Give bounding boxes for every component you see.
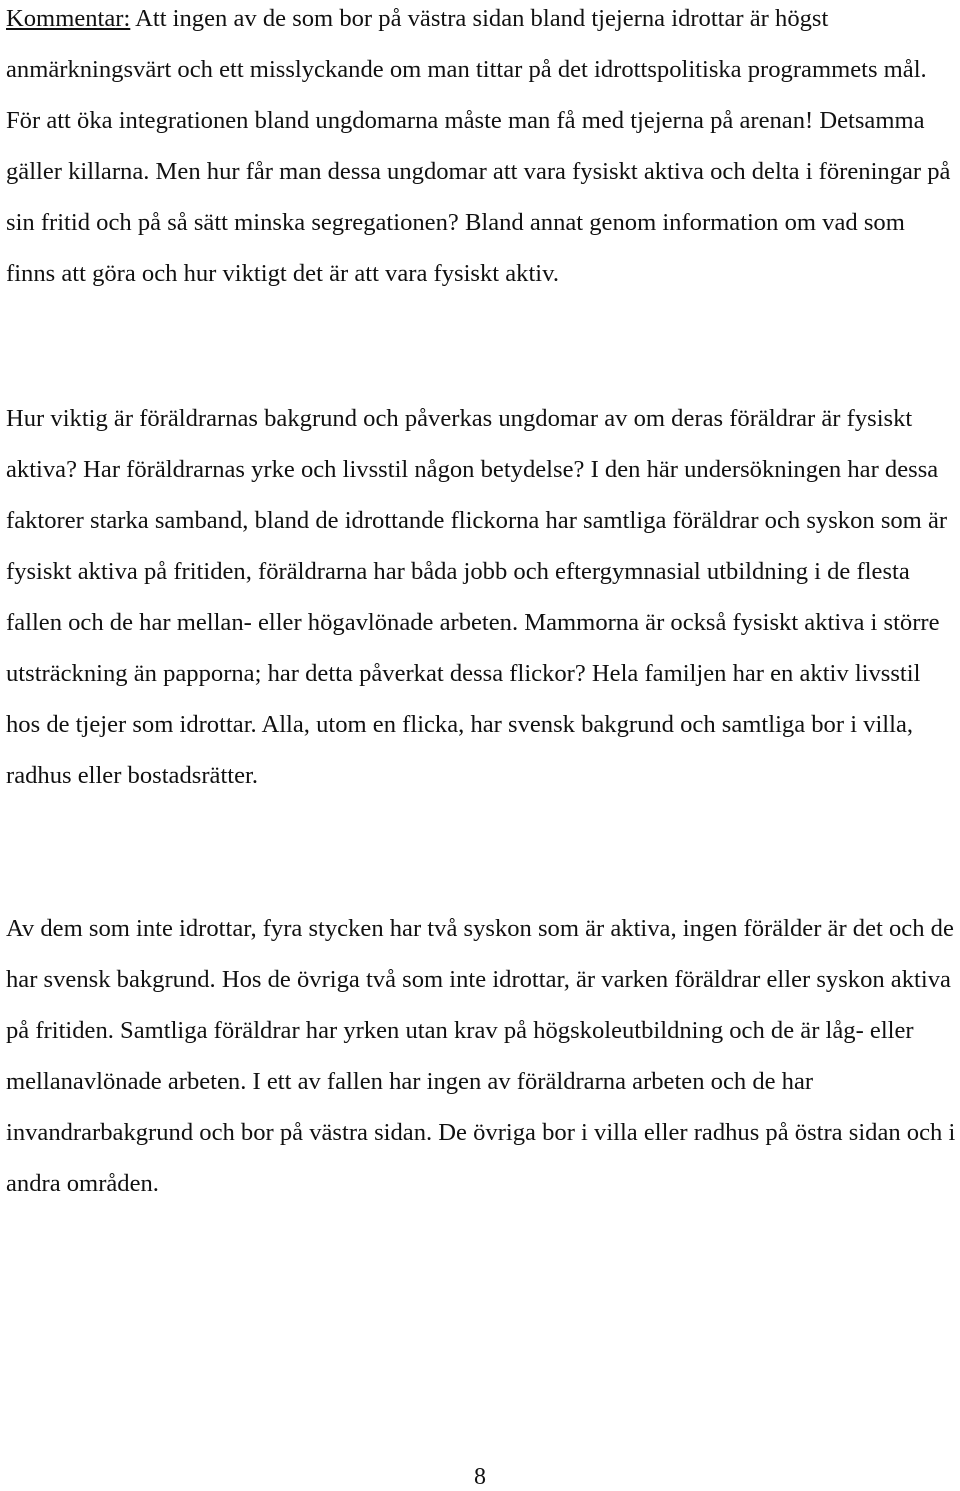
paragraph-parents-background-text: Hur viktig är föräldrarnas bakgrund och påverkas ungdomar av om deras föräldrar är fysiskt aktiva? Har föräldrarnas yrke och livsstil någon betydelse? I den här undersökningen har dessa faktorer starka samband, bland de idrottande flickorna har samtliga föräldrar och syskon som är fysiskt aktiva på fritiden, föräldrarna har båda jobb och eftergymnasial utbildning i de flesta fallen och de har mellan- eller högavlönade arbeten. Mammorna är också fysiskt aktiva i större utsträckning än papporna; har detta påverkat dessa flickor? Hela familjen har en aktiv livsstil hos de tjejer som idrottar. Alla, utom en flicka, har svensk bakgrund och samtliga bor i villa, radhus eller bostadsrätter.	[6, 405, 948, 789]
paragraph-non-athletes-text: Av dem som inte idrottar, fyra stycken har två syskon som är aktiva, ingen förälder är det och de har svensk bakgrund. Hos de övriga två som inte idrottar, är varken föräldrar eller syskon aktiva på fritiden. Samtliga föräldrar har yrken utan krav på högskoleutbildning och de är låg- eller mellanavlönade arbeten. I ett av fallen har ingen av föräldrarna arbeten och de har invandrarbakgrund och bor på västra sidan. De övriga bor i villa eller radhus på östra sidan och i andra områden.	[6, 915, 956, 1197]
paragraph-parents-background	[6, 393, 956, 801]
page-number: 8	[474, 1464, 486, 1490]
paragraph-comment	[6, 0, 956, 299]
comment-label: Kommentar:	[6, 5, 131, 32]
paragraph-non-athletes	[6, 903, 956, 1209]
paragraph-comment-text	[6, 0, 956, 299]
comment-body: Att ingen av de som bor på västra sidan bland tjejerna idrottar är högst anmärkningsvärt och ett misslyckande om man tittar på det idrottspolitiska programmets mål. För att öka integrationen bland ungdomarna måste man få med tjejerna på arenan! Detsamma gäller killarna. Men hur får man dessa ungdomar att vara fysiskt aktiva och delta i föreningar på sin fritid och på så sätt minska segregationen? Bland annat genom information om vad som finns att göra och hur viktigt det är att vara fysiskt aktiv.	[6, 5, 951, 287]
